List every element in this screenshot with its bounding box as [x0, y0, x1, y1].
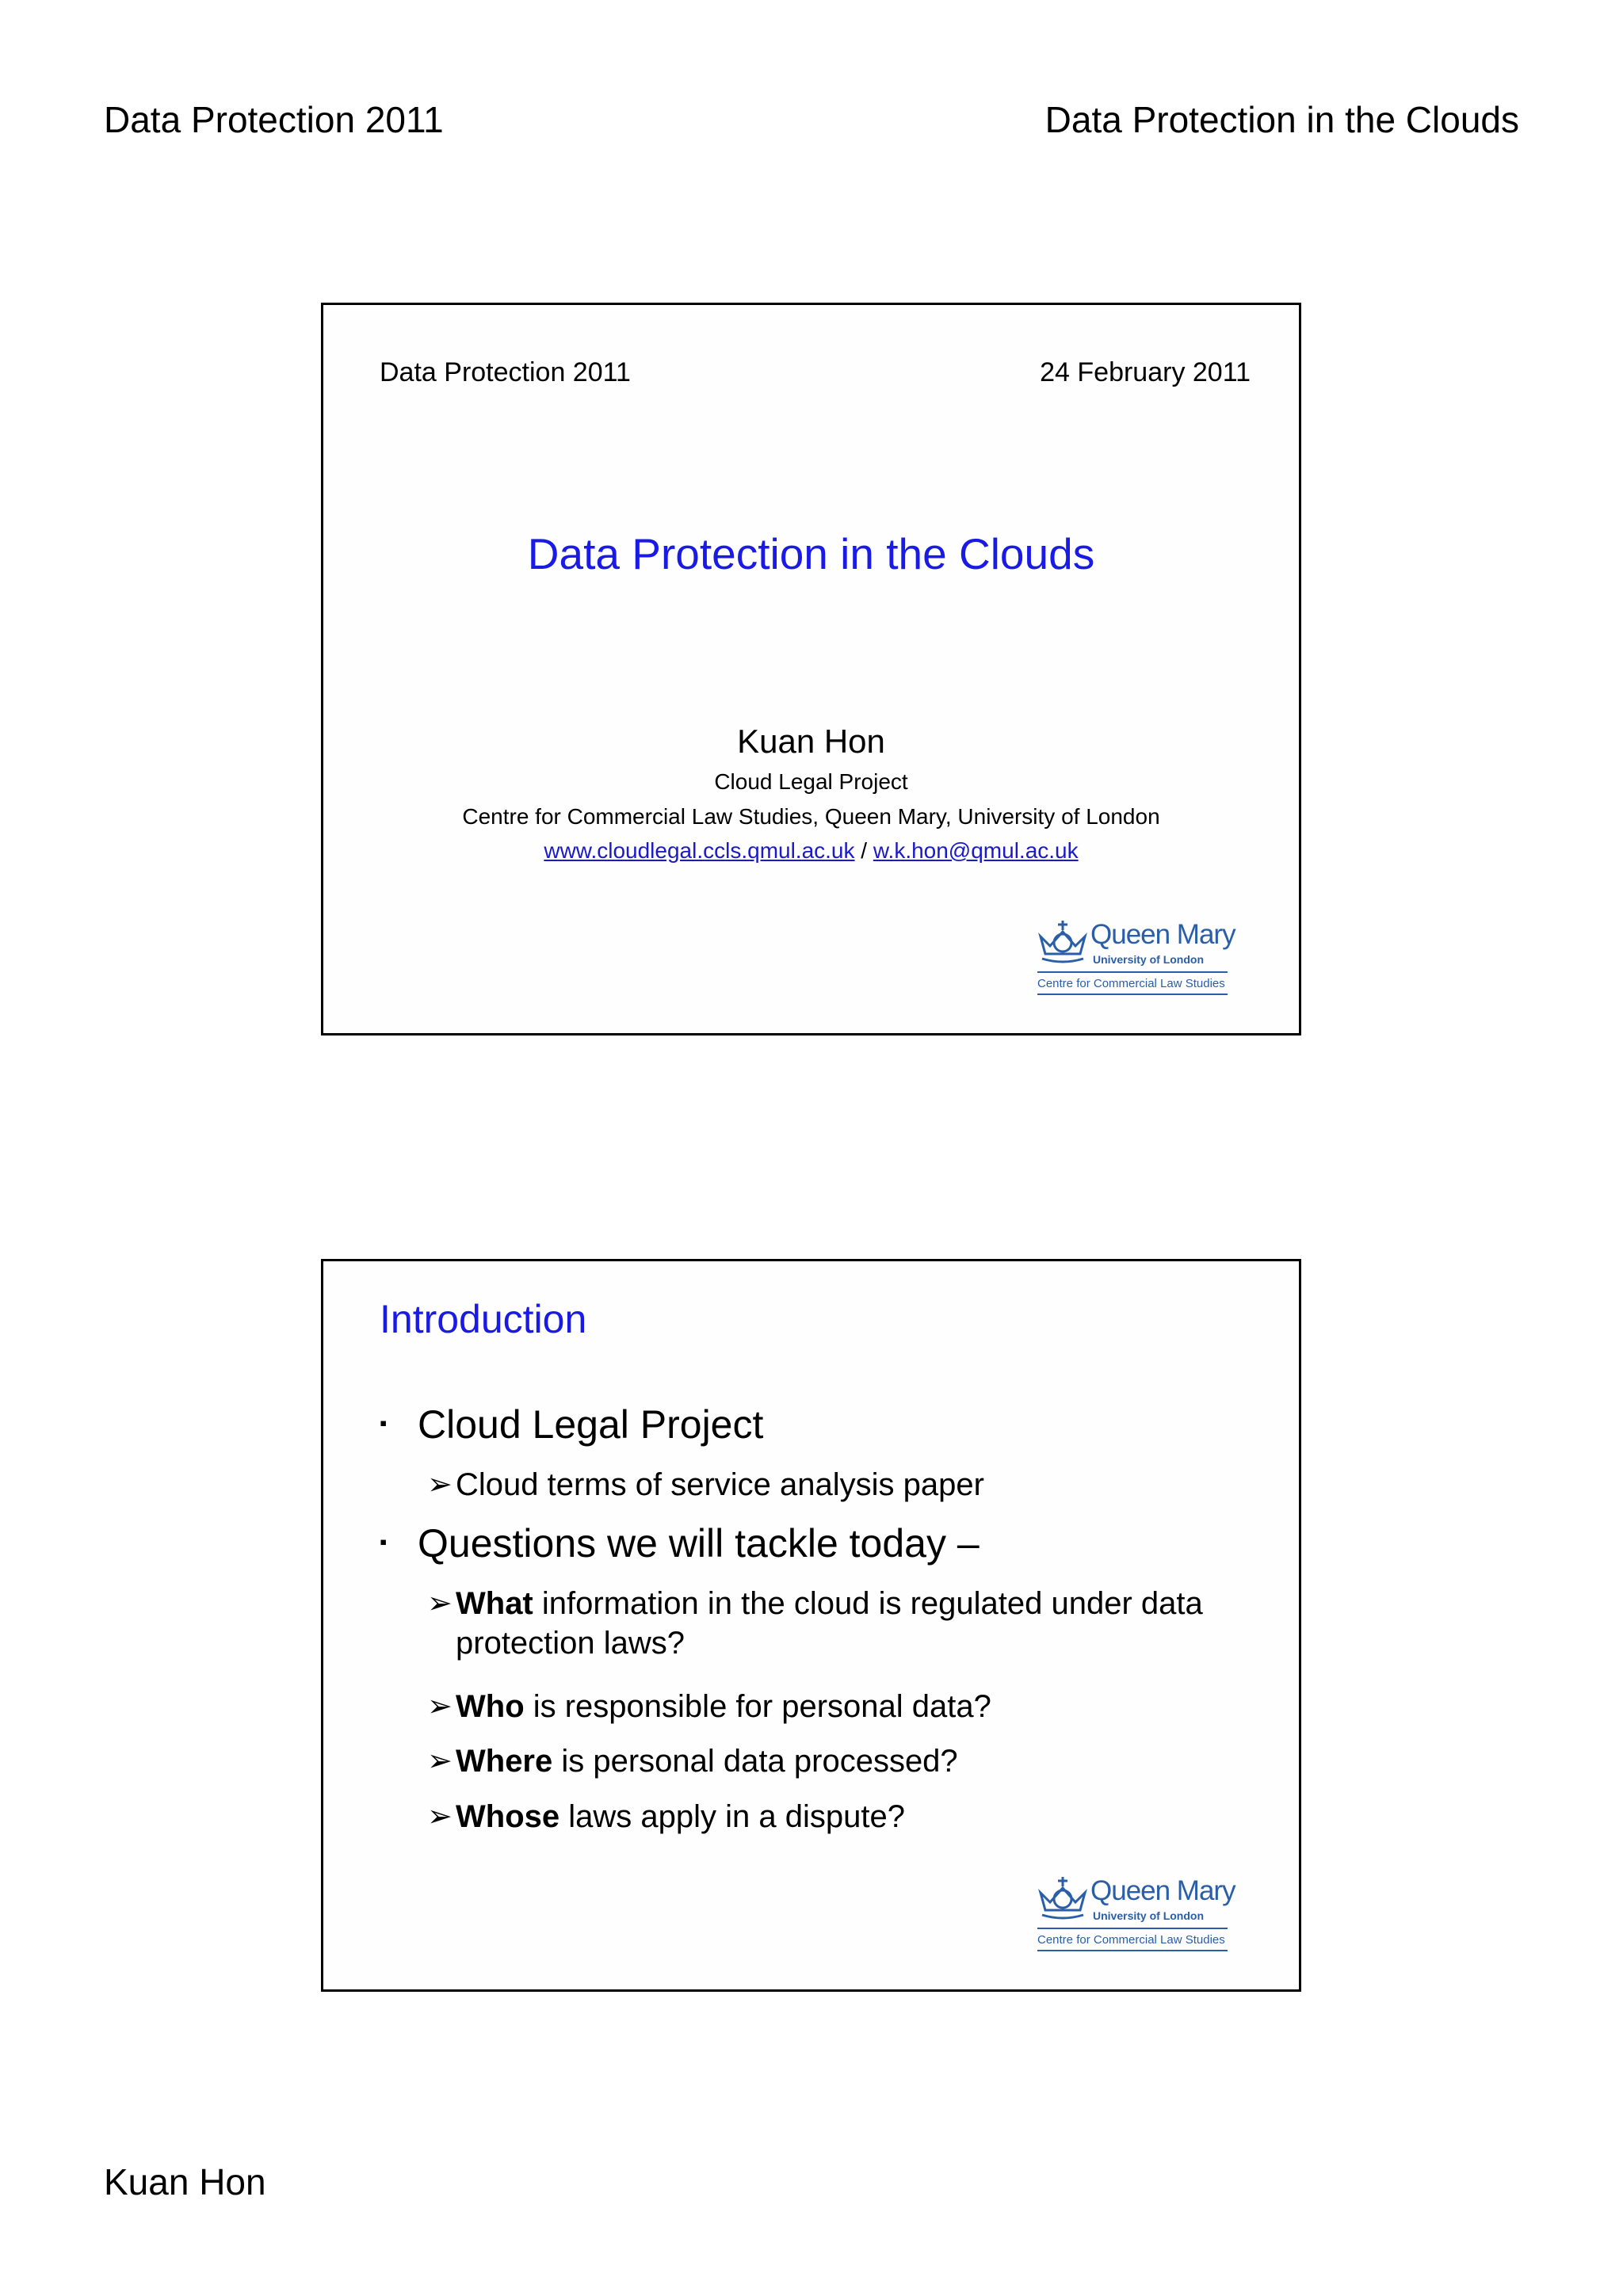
slide-date: 24 February 2011 — [1040, 357, 1251, 387]
sub-bullet-item — [427, 1799, 1251, 1834]
sub-bullet-keyword: Where — [456, 1744, 553, 1779]
logo-divider — [1037, 971, 1228, 973]
sub-bullet-item — [427, 1467, 1251, 1502]
page-header-left: Data Protection 2011 — [104, 99, 444, 140]
project-name: Cloud Legal Project — [714, 769, 908, 794]
slide-heading: Introduction — [380, 1297, 587, 1341]
slide-event-label: Data Protection 2011 — [380, 357, 631, 387]
sub-bullet-item — [427, 1689, 1251, 1724]
logo-underline — [1037, 1950, 1228, 1951]
bullet-text: Cloud Legal Project — [418, 1402, 764, 1447]
sub-bullet-keyword: Who — [456, 1689, 525, 1724]
crown-crest-icon — [1037, 1875, 1088, 1924]
arrow-bullet-icon: ➢ — [427, 1745, 453, 1778]
bullet-item — [380, 1402, 764, 1447]
crown-crest-icon — [1037, 919, 1088, 968]
slide-title-text: Data Protection in the Clouds — [527, 529, 1095, 578]
arrow-bullet-icon: ➢ — [427, 1690, 453, 1723]
sub-bullet-keyword: What — [456, 1586, 533, 1621]
logo-subtitle: University of London — [1093, 953, 1204, 966]
arrow-bullet-icon: ➢ — [427, 1468, 453, 1501]
logo-name: Queen Mary — [1090, 1875, 1235, 1906]
page-footer: Kuan Hon — [104, 2161, 266, 2203]
slide-introduction — [321, 1259, 1301, 1992]
arrow-bullet-icon: ➢ — [427, 1587, 453, 1620]
sub-bullet-text: information in the cloud is regulated under data — [533, 1586, 1203, 1621]
bullet-square-icon: ▪ — [380, 1410, 388, 1435]
bullet-text: Questions we will tackle today – — [418, 1521, 980, 1566]
sub-bullet-item — [427, 1744, 1251, 1779]
bullet-square-icon: ▪ — [380, 1529, 388, 1554]
link-separator: / — [854, 838, 873, 863]
email-link[interactable]: w.k.hon@qmul.ac.uk — [873, 838, 1079, 863]
author-name: Kuan Hon — [737, 723, 885, 760]
queen-mary-logo — [1037, 1875, 1235, 1953]
queen-mary-logo — [1037, 919, 1235, 997]
logo-department: Centre for Commercial Law Studies — [1037, 1933, 1225, 1947]
bullet-item — [380, 1521, 980, 1566]
slide-title — [321, 303, 1301, 1035]
sub-bullet-continuation: protection laws? — [456, 1626, 685, 1661]
sub-bullet-text: is personal data processed? — [552, 1744, 958, 1779]
sub-bullet-text: laws apply in a dispute? — [559, 1799, 905, 1834]
logo-name: Queen Mary — [1090, 919, 1235, 950]
sub-bullet-item — [427, 1586, 1251, 1661]
logo-underline — [1037, 994, 1228, 995]
page-header-right: Data Protection in the Clouds — [1044, 99, 1519, 140]
contact-links — [323, 840, 1299, 862]
logo-department: Centre for Commercial Law Studies — [1037, 977, 1225, 990]
logo-subtitle: University of London — [1093, 1909, 1204, 1922]
sub-bullet-text: Cloud terms of service analysis paper — [456, 1467, 984, 1502]
website-link[interactable]: www.cloudlegal.ccls.qmul.ac.uk — [544, 838, 855, 863]
logo-divider — [1037, 1928, 1228, 1929]
institution-name: Centre for Commercial Law Studies, Queen Mary, University of London — [462, 804, 1160, 829]
arrow-bullet-icon: ➢ — [427, 1800, 453, 1833]
sub-bullet-keyword: Whose — [456, 1799, 560, 1834]
sub-bullet-text: is responsible for personal data? — [524, 1689, 991, 1724]
